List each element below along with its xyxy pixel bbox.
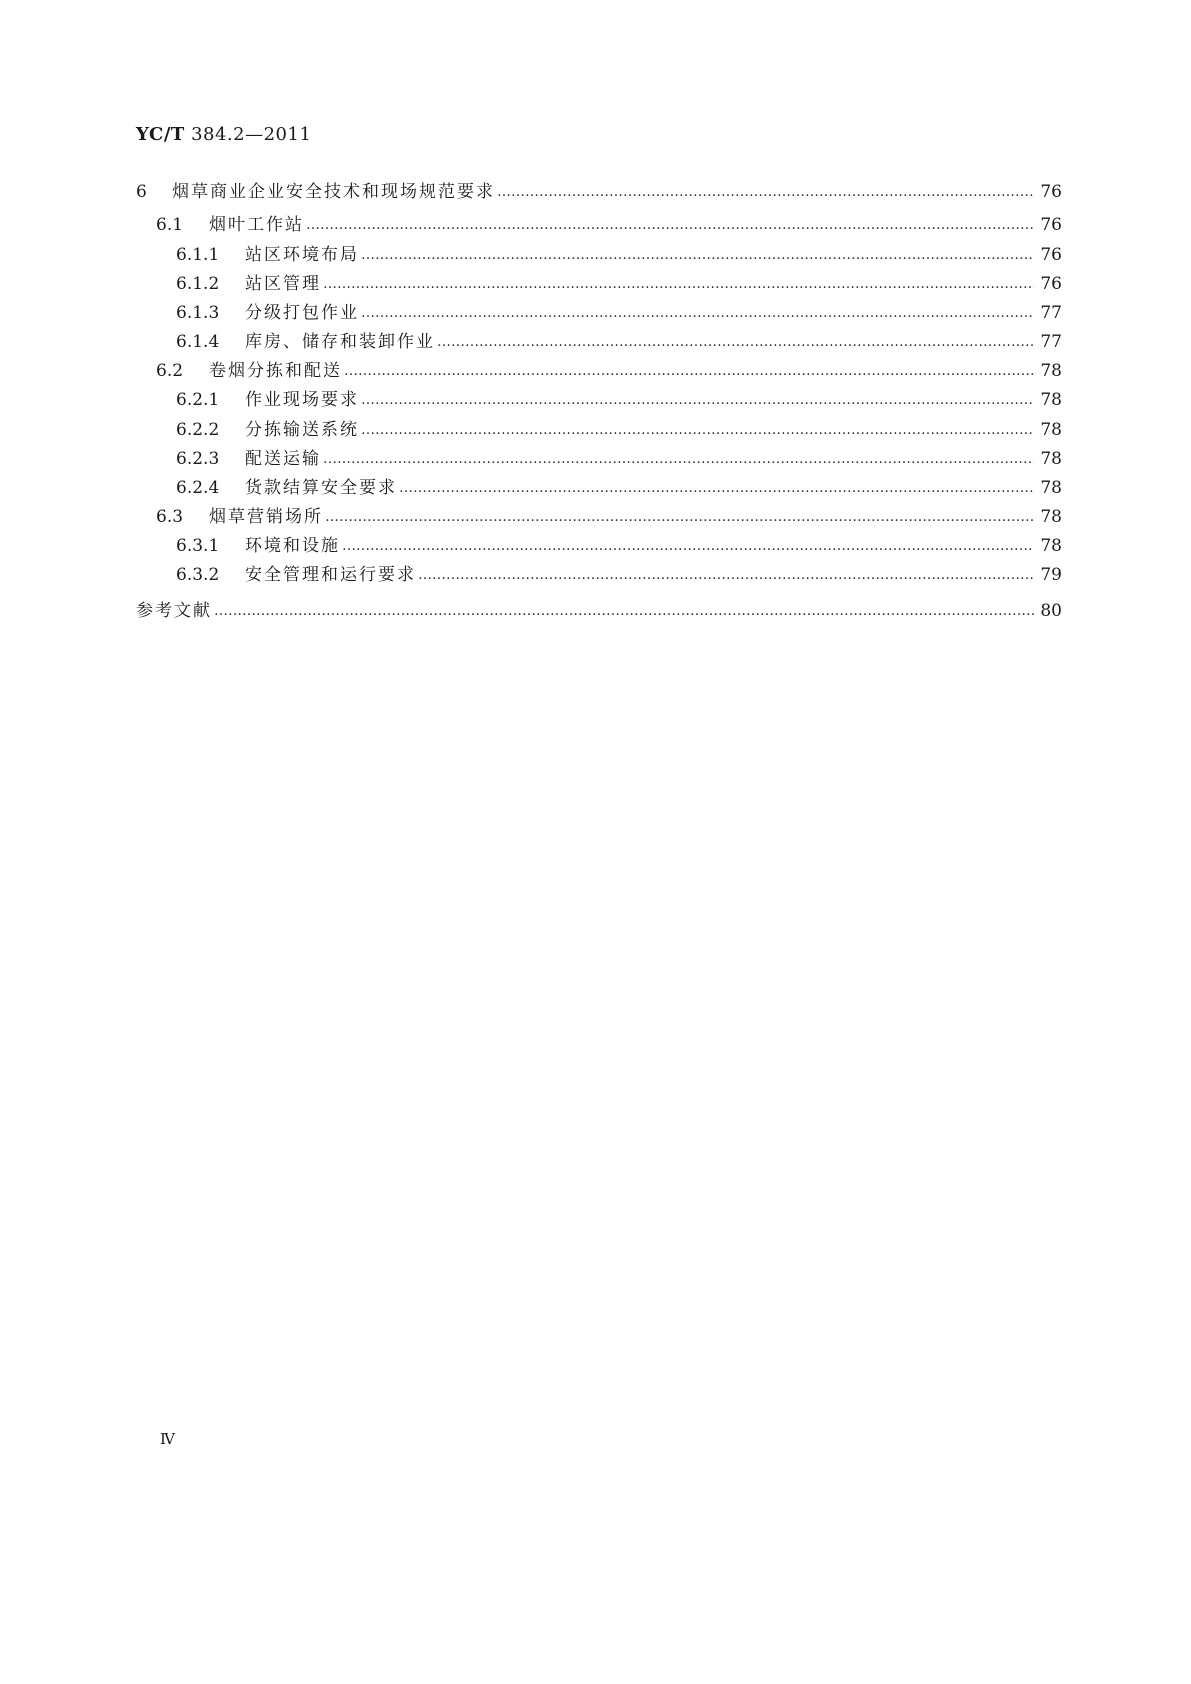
toc-dot-leader — [325, 504, 1034, 530]
toc-entry-page: 76 — [1040, 245, 1062, 265]
toc-entry-references[interactable] — [136, 598, 1062, 624]
toc-entry-number: 6.1.2 — [176, 274, 220, 294]
toc-entry-page: 80 — [1040, 601, 1062, 621]
toc-dot-leader — [342, 533, 1034, 559]
toc-dot-leader — [323, 271, 1034, 297]
toc-dot-leader — [361, 387, 1034, 413]
toc-entry-number: 6.2.4 — [176, 478, 220, 498]
toc-entry-number: 6.1.4 — [176, 332, 220, 352]
toc-entry-page: 78 — [1040, 536, 1062, 556]
toc-entry-title: 分拣输送系统 — [245, 420, 359, 440]
toc-entry[interactable] — [136, 446, 1062, 472]
toc-entry-page: 79 — [1040, 565, 1062, 585]
toc-entry-number: 6.2.1 — [176, 390, 220, 410]
toc-entry-title: 作业现场要求 — [245, 390, 359, 410]
toc-dot-leader — [418, 562, 1034, 588]
toc-entry-title: 配送运输 — [245, 449, 321, 469]
toc-entry-title: 卷烟分拣和配送 — [209, 361, 342, 381]
page-number: Ⅳ — [160, 1430, 175, 1448]
toc-entry-title: 分级打包作业 — [245, 303, 359, 323]
toc-entry-number: 6.2.3 — [176, 449, 220, 469]
toc-entry-page: 77 — [1040, 303, 1062, 323]
toc-entry[interactable] — [136, 212, 1062, 238]
toc-entry-page: 78 — [1040, 361, 1062, 381]
toc-entry-number: 6.1.1 — [176, 245, 220, 265]
toc-entry-page: 76 — [1040, 274, 1062, 294]
toc-entry-page: 78 — [1040, 449, 1062, 469]
toc-entry-page: 77 — [1040, 332, 1062, 352]
toc-entry-number: 6.1.3 — [176, 303, 220, 323]
toc-entry-number: 6.3 — [156, 507, 184, 527]
toc-entry-title: 烟叶工作站 — [209, 215, 304, 235]
toc-entry[interactable] — [136, 271, 1062, 297]
toc-entry-title: 烟草商业企业安全技术和现场规范要求 — [172, 182, 495, 202]
toc-entry[interactable] — [136, 329, 1062, 355]
toc-entry-number: 6.1 — [156, 215, 184, 235]
toc-dot-leader — [361, 300, 1034, 326]
toc-dot-leader — [344, 358, 1034, 384]
toc-entry[interactable] — [136, 387, 1062, 413]
toc-entry-number: 6.3.1 — [176, 536, 220, 556]
toc-entry-title: 站区环境布局 — [245, 245, 359, 265]
toc-entry-number: 6.2 — [156, 361, 184, 381]
toc-entry[interactable] — [136, 504, 1062, 530]
toc-entry[interactable] — [136, 300, 1062, 326]
toc-entry-number: 6.3.2 — [176, 565, 220, 585]
toc-entry[interactable] — [136, 417, 1062, 443]
toc-dot-leader — [361, 242, 1034, 268]
toc-entry-number: 6.2.2 — [176, 420, 220, 440]
toc-entry-page: 78 — [1040, 478, 1062, 498]
toc-entry[interactable] — [136, 179, 1062, 205]
toc-entry-page: 78 — [1040, 507, 1062, 527]
toc-entry-title: 烟草营销场所 — [209, 507, 323, 527]
toc-entry-number: 6 — [136, 182, 147, 202]
toc-entry[interactable] — [136, 358, 1062, 384]
toc-entry-page: 78 — [1040, 390, 1062, 410]
toc-entry-title: 安全管理和运行要求 — [245, 565, 416, 585]
document-code-prefix: YC/T — [136, 124, 185, 145]
toc-dot-leader — [214, 598, 1034, 624]
toc-entry-title: 库房、储存和装卸作业 — [245, 332, 435, 352]
toc-entry-title: 环境和设施 — [245, 536, 340, 556]
toc-entry-page: 76 — [1040, 215, 1062, 235]
toc-entry-title: 站区管理 — [245, 274, 321, 294]
toc-dot-leader — [437, 329, 1034, 355]
document-code-number: 384.2—2011 — [191, 124, 312, 145]
toc-entry-page: 76 — [1040, 182, 1062, 202]
toc-dot-leader — [497, 179, 1034, 205]
toc-dot-leader — [306, 212, 1034, 238]
toc-entry[interactable] — [136, 533, 1062, 559]
toc-entry[interactable] — [136, 562, 1062, 588]
document-code — [136, 124, 311, 145]
toc-entry[interactable] — [136, 475, 1062, 501]
toc-entry[interactable] — [136, 242, 1062, 268]
toc-entry-page: 78 — [1040, 420, 1062, 440]
toc-dot-leader — [323, 446, 1034, 472]
toc-entry-title: 参考文献 — [136, 601, 212, 621]
toc-entry-title: 货款结算安全要求 — [245, 478, 397, 498]
toc-dot-leader — [399, 475, 1034, 501]
toc-dot-leader — [361, 417, 1034, 443]
